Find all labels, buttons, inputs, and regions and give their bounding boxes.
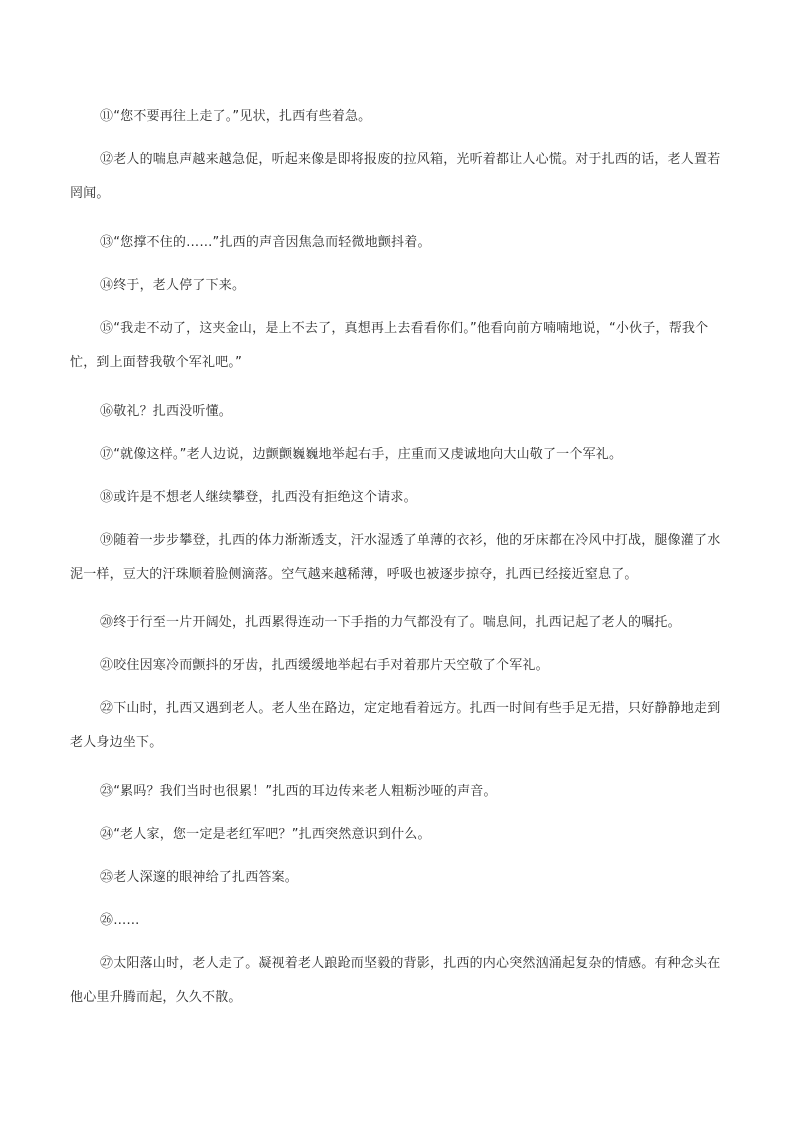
paragraph-22: ㉒下山时，扎西又遇到老人。老人坐在路边，定定地看着远方。扎西一时间有些手足无措，只好静静地走到老人身边坐下。 xyxy=(70,701,721,750)
paragraph-23: ㉓“累吗？我们当时也很累！”扎西的耳边传来老人粗粝沙哑的声音。 xyxy=(100,784,497,799)
paragraph-19: ⑲随着一步步攀登，扎西的体力渐渐透支，汗水湿透了单薄的衣衫，他的牙床都在冷风中打战，腿像灌了水泥一样，豆大的汗珠顺着脸侧滴落。空气越来越稀薄，呼吸也被逐步掠夺，扎西已经接近窒息了。 xyxy=(70,533,721,582)
paragraph-27: ㉗太阳落山时，老人走了。凝视着老人踉跄而坚毅的背影，扎西的内心突然汹涌起复杂的情感。有种念头在他心里升腾而起，久久不散。 xyxy=(70,956,721,1005)
paragraph-26: ㉖…… xyxy=(100,913,140,928)
paragraph-20: ⑳终于行至一片开阔处，扎西累得连动一下手指的力气都没有了。喘息间，扎西记起了老人的嘱托。 xyxy=(100,615,681,630)
paragraph-17: ⑰“就像这样。”老人边说，边颤颤巍巍地举起右手，庄重而又虔诚地向大山敬了一个军礼。 xyxy=(100,447,623,462)
paragraph-12: ⑫老人的喘息声越来越急促，听起来像是即将报废的拉风箱，光听着都让人心慌。对于扎西的话，老人置若罔闻。 xyxy=(70,152,721,201)
paragraph-13: ⑬“您撑不住的……”扎西的声音因焦急而轻微地颤抖着。 xyxy=(100,235,431,250)
paragraph-21: ㉑咬住因寒冷而颤抖的牙齿，扎西缓缓地举起右手对着那片天空敬了个军礼。 xyxy=(100,658,549,673)
paragraph-24: ㉔“老人家，您一定是老红军吧？”扎西突然意识到什么。 xyxy=(100,827,431,842)
paragraph-15: ⑮“我走不动了，这夹金山，是上不去了，真想再上去看看你们。”他看向前方喃喃地说，“小伙子，帮我个忙，到上面替我敬个军礼吧。” xyxy=(70,321,709,370)
paragraph-14: ⑭终于，老人停了下来。 xyxy=(100,278,246,293)
paragraph-18: ⑱或许是不想老人继续攀登，扎西没有拒绝这个请求。 xyxy=(100,490,417,505)
paragraph-11: ⑪“您不要再往上走了。”见状，扎西有些着急。 xyxy=(100,109,372,124)
paragraph-25: ㉕老人深邃的眼神给了扎西答案。 xyxy=(100,870,299,885)
paragraph-16: ⑯敬礼？扎西没听懂。 xyxy=(100,404,233,419)
